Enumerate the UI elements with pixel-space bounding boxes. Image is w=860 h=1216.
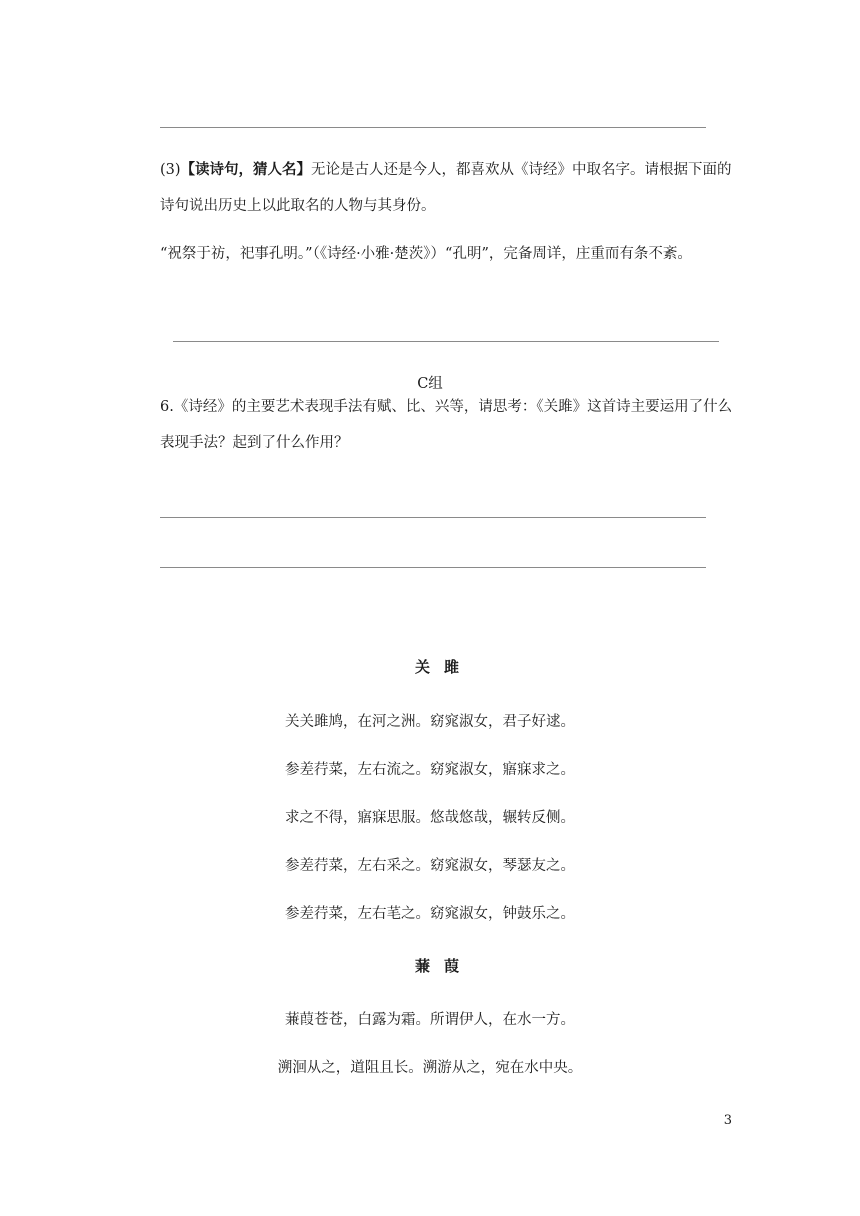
question-3-quote: “祝祭于祊，祀事孔明。”（《诗经·小雅·楚茨》）“孔明”，完备周详，庄重而有条不紊。 xyxy=(160,246,692,262)
group-heading: C组 xyxy=(417,376,443,392)
question-6: 6.《诗经》的主要艺术表现手法有赋、比、兴等，请思考：《关雎》这首诗主要运用了什么表现手法？起到了什么作用？ xyxy=(160,399,733,451)
question-3-number: (3) xyxy=(160,162,181,178)
poem-line: 参差荇菜，左右采之。窈窕淑女，琴瑟友之。 xyxy=(285,858,575,874)
answer-line xyxy=(173,341,719,342)
poem-line: 求之不得，寤寐思服。悠哉悠哉，辗转反侧。 xyxy=(285,810,575,826)
poem-line: 关关雎鸠，在河之洲。窈窕淑女，君子好逑。 xyxy=(285,714,575,730)
poem-line: 参差荇菜，左右芼之。窈窕淑女，钟鼓乐之。 xyxy=(285,906,575,922)
question-3-tag: 【读诗句，猜人名】 xyxy=(180,161,312,178)
poem-line: 蒹葭苍苍，白露为霜。所谓伊人，在水一方。 xyxy=(285,1012,575,1028)
poem-line: 参差荇菜，左右流之。窈窕淑女，寤寐求之。 xyxy=(285,762,575,778)
answer-line xyxy=(160,567,706,568)
answer-line xyxy=(160,517,706,518)
page-number: 3 xyxy=(723,1113,732,1128)
question-3-text: 无论是古人还是今人，都喜欢从《诗经》中取名字。请根据下面的诗句说出历史上以此取名的人物与其身份。 xyxy=(160,162,732,214)
question-3 xyxy=(160,152,740,224)
answer-line xyxy=(160,127,706,128)
poem-title: 蒹葭 xyxy=(414,957,473,975)
poem-line: 溯洄从之，道阻且长。溯游从之，宛在水中央。 xyxy=(277,1060,583,1076)
poem-title: 关雎 xyxy=(414,658,473,676)
